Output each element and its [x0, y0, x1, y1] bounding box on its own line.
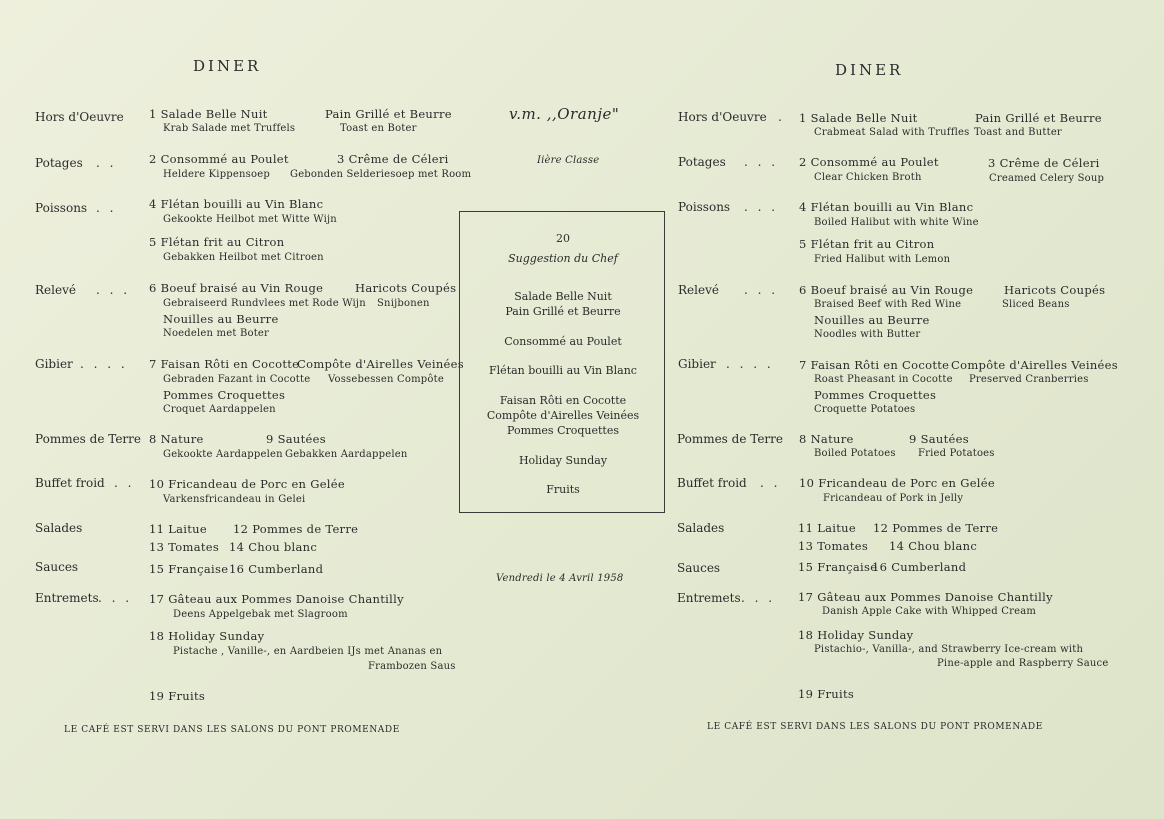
menu-item-translation: Fried Halibut with Lemon: [814, 254, 951, 265]
menu-item: Pommes Croquettes: [163, 388, 286, 402]
menu-item: 9 Sautées: [266, 432, 326, 446]
menu-item-translation: Boiled Potatoes: [814, 448, 896, 459]
menu-item: 11 Laitue: [149, 522, 207, 536]
menu-item-translation: Vossebessen Compôte: [328, 374, 444, 385]
menu-item: 9 Sautées: [909, 432, 969, 446]
right-title: DINER: [835, 61, 904, 79]
menu-item: 11 Laitue: [798, 521, 856, 535]
right-section-entremets: Entremets: [677, 591, 741, 605]
menu-item: Haricots Coupés: [1004, 283, 1106, 297]
menu-item: Pain Grillé et Beurre: [325, 107, 452, 121]
box-item: Fruits: [546, 483, 580, 496]
left-title: DINER: [193, 57, 262, 75]
menu-item-translation: Pistache , Vanille-, en Aardbeien IJs met Ananas en: [173, 646, 443, 657]
menu-item: 4 Flétan bouilli au Vin Blanc: [799, 200, 974, 214]
menu-item: 13 Tomates: [149, 540, 220, 554]
menu-item: Nouilles au Beurre: [163, 312, 279, 326]
ship-name: v.m. ,,Oranje": [509, 105, 620, 123]
box-item: Consommé au Poulet: [504, 335, 622, 348]
menu-item-translation: Pistachio-, Vanilla-, and Strawberry Ice-cream with: [814, 644, 1084, 655]
left-footer: LE CAFÉ EST SERVI DANS LES SALONS DU PONT PROMENADE: [64, 725, 400, 735]
menu-item: 19 Fruits: [798, 687, 855, 701]
menu-item: 14 Chou blanc: [889, 539, 978, 553]
menu-item: 3 Crême de Céleri: [988, 156, 1100, 170]
right-footer: LE CAFÉ EST SERVI DANS LES SALONS DU PONT PROMENADE: [707, 722, 1043, 732]
menu-item-translation: Gekookte Aardappelen: [163, 449, 283, 460]
menu-item: 5 Flétan frit au Citron: [149, 235, 285, 249]
menu-item: 8 Nature: [799, 432, 854, 446]
menu-item-translation: Danish Apple Cake with Whipped Cream: [822, 606, 1037, 617]
menu-item: 13 Tomates: [798, 539, 869, 553]
left-section-salades: Salades: [35, 521, 83, 535]
leader-dots: . . .: [744, 200, 779, 214]
leader-dots: . . .: [744, 283, 779, 297]
menu-item-translation: Toast and Butter: [974, 127, 1062, 138]
menu-item: 16 Cumberland: [872, 560, 967, 574]
menu-item: Compôte d'Airelles Veinées: [951, 358, 1118, 372]
right-section-releve: Relevé: [678, 283, 719, 297]
menu-item: 1 Salade Belle Nuit: [799, 111, 918, 125]
box-item: Faisan Rôti en Cocotte: [499, 394, 627, 407]
menu-item: 4 Flétan bouilli au Vin Blanc: [149, 197, 324, 211]
menu-item-translation: Gebonden Selderiesoep met Room: [290, 169, 472, 180]
menu-item: 6 Boeuf braisé au Vin Rouge: [799, 283, 974, 297]
right-section-poissons: Poissons: [678, 200, 731, 214]
menu-item: 2 Consommé au Poulet: [149, 152, 289, 166]
menu-item-translation: Snijbonen: [377, 298, 430, 309]
left-section-entremets: Entremets: [35, 591, 99, 605]
box-number: 20: [556, 232, 570, 245]
menu-item-translation: Creamed Celery Soup: [989, 173, 1105, 184]
menu-item-translation: Heldere Kippensoep: [163, 169, 270, 180]
left-section-hors: Hors d'Oeuvre: [35, 110, 124, 124]
menu-item-translation: Varkensfricandeau in Gelei: [163, 494, 306, 505]
menu-item: 7 Faisan Rôti en Cocotte: [149, 357, 300, 371]
box-title: Suggestion du Chef: [508, 252, 618, 265]
right-section-potages: Potages: [678, 155, 726, 169]
left-section-sauces: Sauces: [35, 560, 79, 574]
menu-item: 1 Salade Belle Nuit: [149, 107, 268, 121]
menu-item: Compôte d'Airelles Veinées: [297, 357, 464, 371]
left-section-gibier: Gibier: [35, 357, 73, 371]
menu-item: 8 Nature: [149, 432, 204, 446]
right-section-pommes: Pommes de Terre: [677, 432, 783, 446]
menu-item-translation: Croquet Aardappelen: [163, 404, 276, 415]
left-section-potages: Potages: [35, 156, 83, 170]
class-label: Iière Classe: [537, 155, 600, 166]
menu-item: 18 Holiday Sunday: [798, 628, 914, 642]
menu-item-translation: Krab Salade met Truffels: [163, 123, 296, 134]
menu-item: 18 Holiday Sunday: [149, 629, 265, 643]
menu-item-translation: Boiled Halibut with white Wine: [814, 217, 979, 228]
menu-item-translation: Crabmeat Salad with Truffles: [814, 127, 970, 138]
leader-dots: . .: [96, 156, 117, 170]
leader-dots: . . .: [741, 591, 776, 605]
leader-dots: . .: [760, 476, 781, 490]
menu-item: 15 Française: [149, 562, 229, 576]
menu-item: 10 Fricandeau de Porc en Gelée: [149, 477, 345, 491]
menu-item: 2 Consommé au Poulet: [799, 155, 939, 169]
box-item: Salade Belle Nuit: [514, 290, 612, 303]
menu-item: Pommes Croquettes: [814, 388, 937, 402]
menu-item: 19 Fruits: [149, 689, 206, 703]
menu-item-translation: Preserved Cranberries: [969, 374, 1089, 385]
leader-dots: . . . .: [726, 357, 774, 371]
leader-dots: . .: [114, 476, 135, 490]
menu-item: 3 Crême de Céleri: [337, 152, 449, 166]
menu-item-translation: Braised Beef with Red Wine: [814, 299, 962, 310]
menu-item: 16 Cumberland: [229, 562, 324, 576]
left-section-releve: Relevé: [35, 283, 76, 297]
right-section-salades: Salades: [677, 521, 725, 535]
menu-item: 6 Boeuf braisé au Vin Rouge: [149, 281, 324, 295]
menu-item-translation: Clear Chicken Broth: [814, 172, 922, 183]
menu-item: 17 Gâteau aux Pommes Danoise Chantilly: [149, 592, 404, 606]
menu-item: 15 Française: [798, 560, 878, 574]
menu-item: Pain Grillé et Beurre: [975, 111, 1102, 125]
left-section-buffet: Buffet froid: [35, 476, 105, 490]
leader-dots: . . .: [98, 591, 133, 605]
box-item: Flétan bouilli au Vin Blanc: [489, 364, 637, 377]
menu-item: 17 Gâteau aux Pommes Danoise Chantilly: [798, 590, 1053, 604]
menu-item: 14 Chou blanc: [229, 540, 318, 554]
menu-item-translation: Croquette Potatoes: [814, 404, 916, 415]
leader-dots: . . . .: [80, 357, 128, 371]
box-item: Pommes Croquettes: [506, 424, 620, 437]
left-section-poissons: Poissons: [35, 201, 88, 215]
menu-item: Nouilles au Beurre: [814, 313, 930, 327]
menu-item-translation: Roast Pheasant in Cocotte: [814, 374, 953, 385]
menu-item-translation: Fricandeau of Pork in Jelly: [823, 493, 964, 504]
box-item: Holiday Sunday: [518, 454, 608, 467]
menu-item-translation: Gekookte Heilbot met Witte Wijn: [163, 214, 337, 225]
menu-item: 12 Pommes de Terre: [233, 522, 359, 536]
menu-item-translation: Toast en Boter: [340, 123, 417, 134]
menu-item-translation: Gebraiseerd Rundvlees met Rode Wijn: [163, 298, 366, 309]
right-section-buffet: Buffet froid: [677, 476, 747, 490]
right-section-gibier: Gibier: [678, 357, 716, 371]
menu-item: Haricots Coupés: [355, 281, 457, 295]
menu-item: 5 Flétan frit au Citron: [799, 237, 935, 251]
menu-item-translation: Gebakken Aardappelen: [285, 449, 408, 460]
menu-item: 12 Pommes de Terre: [873, 521, 999, 535]
right-section-sauces: Sauces: [677, 561, 721, 575]
box-item: Pain Grillé et Beurre: [505, 305, 621, 318]
right-section-hors: Hors d'Oeuvre: [678, 110, 767, 124]
leader-dots: . . .: [744, 155, 779, 169]
menu-item-translation: Frambozen Saus: [368, 661, 456, 672]
menu-item-translation: Pine-apple and Raspberry Sauce: [937, 658, 1109, 669]
leader-dots: . . .: [96, 283, 131, 297]
menu-item: 10 Fricandeau de Porc en Gelée: [799, 476, 995, 490]
menu-date: Vendredi le 4 Avril 1958: [496, 573, 624, 584]
chef-suggestion-box: [459, 211, 665, 513]
box-item: Compôte d'Airelles Veinées: [486, 409, 640, 422]
leader-dots: . .: [96, 201, 117, 215]
menu-item-translation: Gebakken Heilbot met Citroen: [163, 252, 324, 263]
menu-item-translation: Fried Potatoes: [918, 448, 995, 459]
leader-dots: .: [778, 110, 785, 124]
menu-item-translation: Noodles with Butter: [814, 329, 921, 340]
menu-item: 7 Faisan Rôti en Cocotte: [799, 358, 950, 372]
menu-item-translation: Sliced Beans: [1002, 299, 1070, 310]
menu-item-translation: Gebraden Fazant in Cocotte: [163, 374, 311, 385]
menu-item-translation: Deens Appelgebak met Slagroom: [173, 609, 348, 620]
left-section-pommes: Pommes de Terre: [35, 432, 141, 446]
menu-item-translation: Noedelen met Boter: [163, 328, 270, 339]
